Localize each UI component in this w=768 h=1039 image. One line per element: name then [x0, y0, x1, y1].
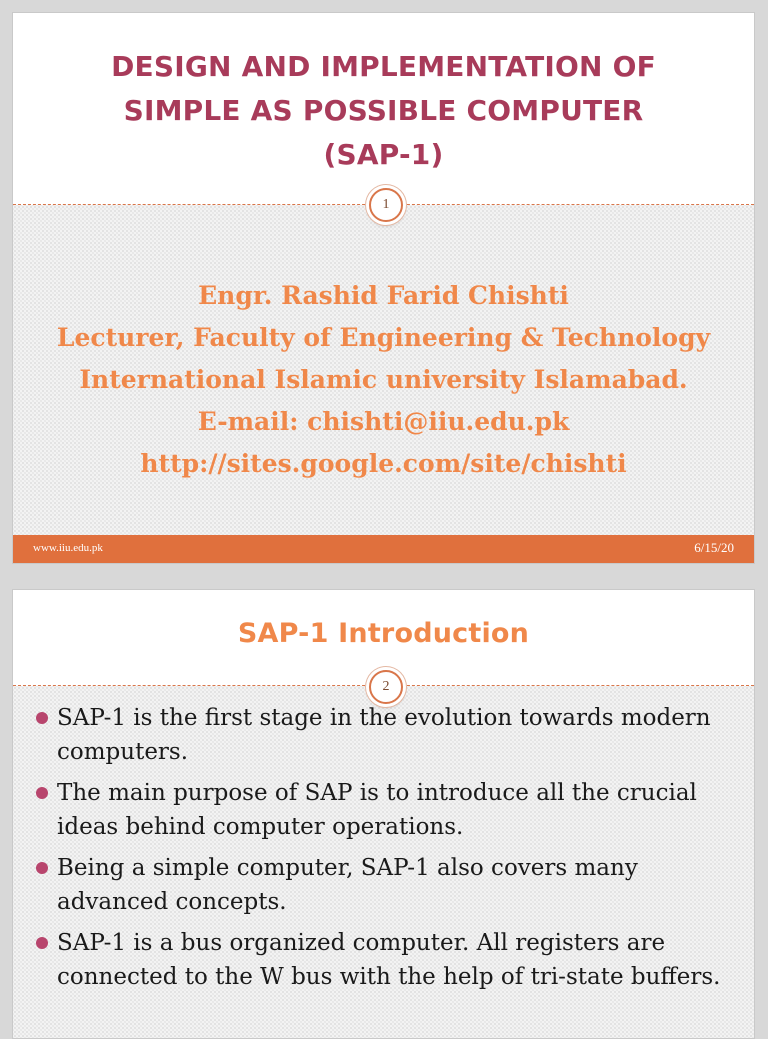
author-info [13, 275, 754, 485]
bullet-dot-icon [36, 712, 48, 724]
bullet-dot-icon [36, 862, 48, 874]
author-position: Lecturer, Faculty of Engineering & Technology [56, 323, 711, 352]
bullet-item [36, 776, 736, 844]
bullet-dot-icon [36, 787, 48, 799]
author-email: E-mail: chishti@iiu.edu.pk [197, 407, 570, 436]
slide-1-title-line: SIMPLE AS POSSIBLE COMPUTER [123, 94, 644, 127]
author-website: http://sites.google.com/site/chishti [140, 449, 627, 478]
slide-1-title [13, 13, 754, 177]
slide-1-title-line: (SAP-1) [323, 138, 444, 171]
bullet-text: SAP-1 is the first stage in the evolution towards modern computers. [57, 705, 711, 765]
footer-date: 6/15/20 [694, 540, 734, 555]
bullet-item [36, 701, 736, 769]
slide-1-body [13, 205, 754, 535]
bullet-text: SAP-1 is a bus organized computer. All registers are connected to the W bus with the help of tri-state buffers. [57, 930, 721, 990]
bullet-dot-icon [36, 937, 48, 949]
slide-1-title-area [13, 13, 754, 205]
footer-website: www.iiu.edu.pk [33, 542, 103, 554]
bullet-item [36, 851, 736, 919]
slide-2-body [13, 686, 754, 1038]
slide-number-badge: 2 [369, 670, 403, 704]
author-name: Engr. Rashid Farid Chishti [198, 281, 569, 310]
slide-2-title: SAP-1 Introduction [237, 618, 530, 649]
bullet-text: Being a simple computer, SAP-1 also covers many advanced concepts. [57, 855, 638, 915]
slide-1-title-line: DESIGN AND IMPLEMENTATION OF [111, 50, 656, 83]
slide-1 [12, 12, 755, 564]
slide-1-footer [13, 535, 754, 563]
slide-2 [12, 589, 755, 1039]
author-institution: International Islamic university Islamabad. [79, 365, 688, 394]
bullet-list [13, 686, 754, 994]
slide-number-badge: 1 [369, 188, 403, 222]
bullet-text: The main purpose of SAP is to introduce all the crucial ideas behind computer operations. [57, 780, 697, 840]
bullet-item [36, 926, 736, 994]
